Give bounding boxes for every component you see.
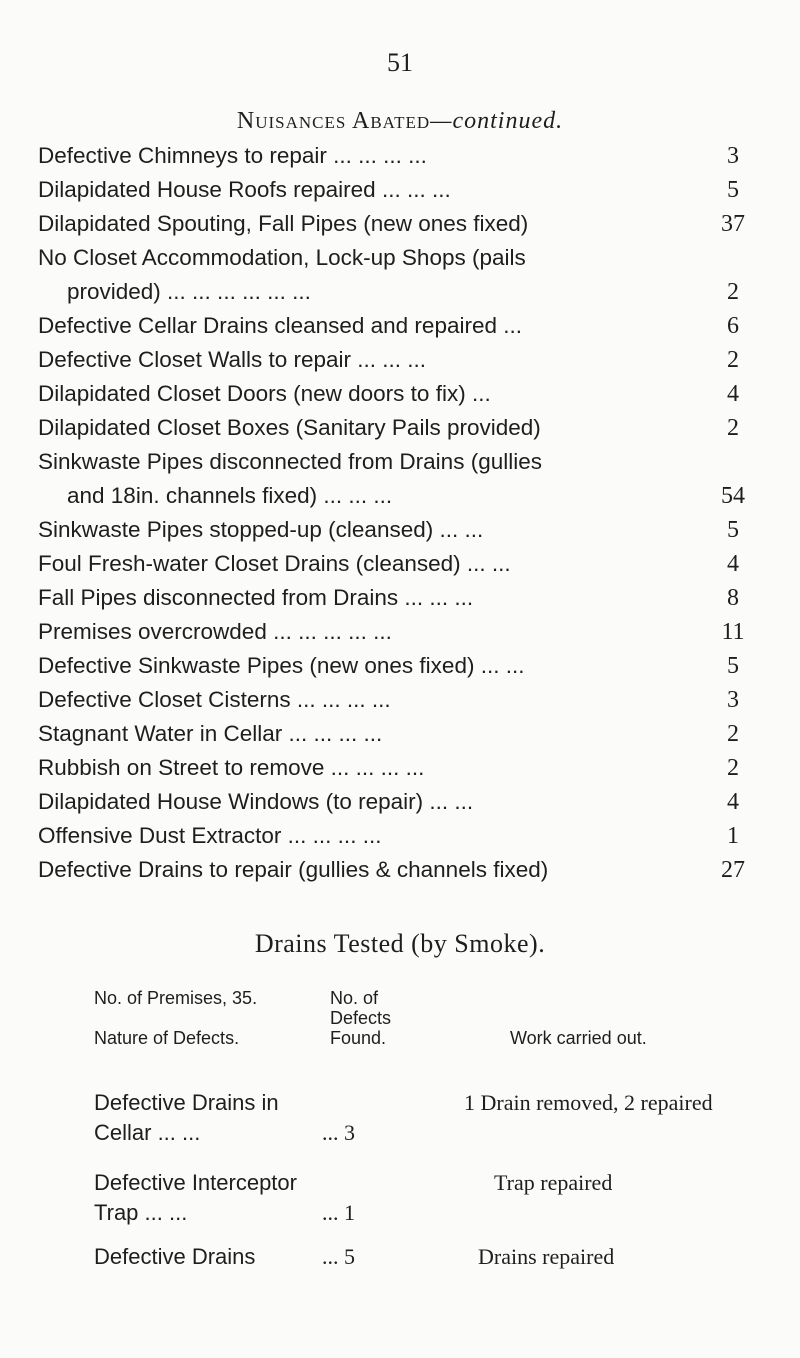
item-label-continued: and 18in. channels fixed) ... ... ... <box>67 483 393 508</box>
list-item <box>38 177 758 211</box>
list-item <box>38 755 758 789</box>
item-label: Sinkwaste Pipes disconnected from Drains (gullies <box>38 449 542 474</box>
item-count: 2 <box>727 721 739 747</box>
list-item <box>38 381 758 415</box>
defects-header-line1: No. of <box>330 988 379 1008</box>
list-item <box>38 517 758 551</box>
item-label: Dilapidated House Roofs repaired ... ... ... <box>38 177 451 202</box>
item-label: Defective Cellar Drains cleansed and repaired ... <box>38 313 522 338</box>
list-item <box>38 449 758 517</box>
work-cell: 1 Drain removed, 2 repaired <box>464 1090 713 1115</box>
item-count: 2 <box>727 347 739 373</box>
item-count: 4 <box>727 789 739 815</box>
item-count: 3 <box>727 143 739 169</box>
work-cell: Drains repaired <box>478 1244 615 1269</box>
list-item <box>38 857 758 891</box>
item-label: Sinkwaste Pipes stopped-up (cleansed) ... ... <box>38 517 484 542</box>
nature-header: Nature of Defects. <box>94 1028 240 1048</box>
nature-cell: Defective Drains <box>94 1244 256 1269</box>
nature-cell: Defective Interceptor <box>94 1170 297 1195</box>
nature-cell-continued: Trap ... ... <box>94 1200 188 1225</box>
count-cell: ... 1 <box>322 1200 355 1225</box>
item-count: 5 <box>727 653 739 679</box>
premises-header: No. of Premises, 35. <box>94 988 258 1008</box>
list-item <box>38 653 758 687</box>
list-item <box>38 211 758 245</box>
nature-cell: Defective Drains in <box>94 1090 279 1115</box>
title-suffix: —continued. <box>430 108 564 134</box>
item-label: Dilapidated Spouting, Fall Pipes (new ones fixed) <box>38 211 529 236</box>
item-count: 4 <box>727 381 739 407</box>
count-cell: ... 3 <box>322 1120 355 1145</box>
list-item <box>38 143 758 177</box>
item-count: 5 <box>727 177 739 203</box>
work-cell: Trap repaired <box>494 1170 613 1195</box>
work-header: Work carried out. <box>510 1028 647 1048</box>
nature-cell-continued: Cellar ... ... <box>94 1120 201 1145</box>
item-label: Premises overcrowded ... ... ... ... ... <box>38 619 392 644</box>
item-count: 27 <box>721 857 745 883</box>
item-label: No Closet Accommodation, Lock-up Shops (pails <box>38 245 526 270</box>
item-count: 2 <box>727 755 739 781</box>
item-label: Foul Fresh-water Closet Drains (cleansed) ... ... <box>38 551 511 576</box>
list-item <box>38 585 758 619</box>
item-label: Defective Sinkwaste Pipes (new ones fixed) ... ... <box>38 653 525 678</box>
page-number: 51 <box>387 48 413 77</box>
item-label: Stagnant Water in Cellar ... ... ... ... <box>38 721 383 746</box>
item-count: 1 <box>727 823 739 849</box>
list-item <box>38 551 758 585</box>
list-item <box>38 415 758 449</box>
item-label-continued: provided) ... ... ... ... ... ... <box>67 279 311 304</box>
count-cell: ... 5 <box>322 1244 355 1269</box>
item-count: 2 <box>727 415 739 441</box>
item-count: 54 <box>721 483 745 509</box>
item-count: 3 <box>727 687 739 713</box>
item-count: 37 <box>721 211 745 237</box>
list-item <box>38 823 758 857</box>
title-main: Nuisances Abated <box>236 108 431 134</box>
defects-header-line3: Found. <box>330 1028 387 1048</box>
list-item <box>38 721 758 755</box>
item-label: Defective Closet Cisterns ... ... ... ... <box>38 687 391 712</box>
item-label: Rubbish on Street to remove ... ... ... ... <box>38 755 425 780</box>
item-count: 4 <box>727 551 739 577</box>
section-title <box>0 929 800 959</box>
item-label: Fall Pipes disconnected from Drains ... ... ... <box>38 585 474 610</box>
item-label: Defective Drains to repair (gullies & channels fixed) <box>38 857 549 882</box>
item-count: 2 <box>727 279 739 305</box>
list-item <box>38 687 758 721</box>
item-count: 11 <box>721 619 745 645</box>
list-item <box>38 245 758 313</box>
item-label: Offensive Dust Extractor ... ... ... ... <box>38 823 382 848</box>
list-item <box>38 313 758 347</box>
list-item <box>38 619 758 653</box>
item-label: Defective Chimneys to repair ... ... ... ... <box>38 143 427 168</box>
item-count: 8 <box>727 585 739 611</box>
defects-header-line2: Defects <box>330 1008 392 1028</box>
item-count: 5 <box>727 517 739 543</box>
item-label: Dilapidated Closet Boxes (Sanitary Pails provided) <box>38 415 541 440</box>
item-count: 6 <box>727 313 739 339</box>
item-label: Defective Closet Walls to repair ... ... ... <box>38 347 427 372</box>
item-label: Dilapidated House Windows (to repair) ... ... <box>38 789 474 814</box>
item-label: Dilapidated Closet Doors (new doors to fix) ... <box>38 381 491 406</box>
drains-section-title: Drains Tested (by Smoke). <box>254 929 546 958</box>
list-item <box>38 789 758 823</box>
page-title <box>0 108 800 135</box>
list-item <box>38 347 758 381</box>
